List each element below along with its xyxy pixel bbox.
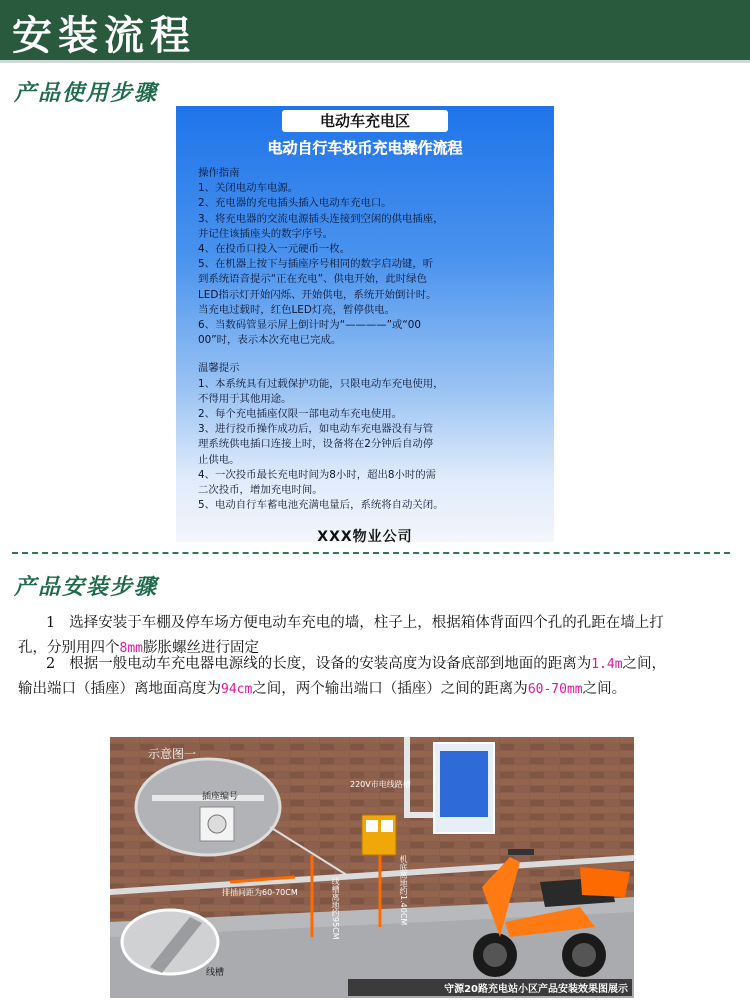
line-label: 220V市电线路槽 [350, 780, 411, 789]
step-text: 膨胀螺丝进行固定 [142, 640, 259, 656]
step-text: 根据一般电动车充电器电源线的长度，设备的安装高度为设备底部到地面的距离为 [69, 656, 592, 672]
guide-line: LED指示灯开始闪烁、开始供电，系统开始倒计时。 [198, 288, 437, 301]
tips-line: 5、电动自行车蓄电池充满电量后，系统将自动关闭。 [198, 499, 444, 512]
step-number: 1 [46, 615, 56, 631]
guide-line: 1、关闭电动车电源。 [198, 182, 299, 195]
poster-body [198, 166, 543, 513]
guide-title: 操作指南 [198, 167, 240, 179]
tips-line: 1、本系统具有过载保护功能，只限电动车充电使用， [198, 377, 444, 390]
tips-line: 2、每个充电插座仅限一部电动车充电使用。 [198, 408, 403, 421]
trunking-label: 线槽 [206, 968, 225, 978]
header-banner [0, 0, 750, 60]
socket-outlet [208, 815, 226, 833]
step-number: 2 [46, 656, 56, 672]
instruction-poster [176, 106, 554, 545]
poster-heading: 电动车充电区 [282, 110, 448, 132]
section-title-install: 产品安装步骤 [14, 574, 159, 600]
device-height-label: 机底离地约1.40CM [399, 855, 408, 926]
highlight-value: 94cm [221, 682, 253, 697]
step-text: 输出端口（插座）离地面高度为 [18, 681, 221, 697]
guide-line: 到系统语音提示“正在充电”、供电开始，此时绿色 [198, 273, 427, 286]
highlight-value: 1.4m [591, 657, 623, 672]
section-divider [12, 552, 730, 554]
socket-number-label: 插座编号 [202, 792, 239, 802]
poster-footer: XXX物业公司 [317, 529, 413, 545]
tips-line: 不得用于其他用途。 [198, 392, 292, 405]
highlight-value: 60-70mm [527, 682, 583, 697]
tips-line: 二次投币，增加充电时间。 [198, 484, 323, 497]
guide-line: 并记住该插座头的数字序号。 [198, 227, 334, 240]
tips-title: 温馨提示 [198, 362, 240, 375]
guide-line: 当充电过载时，红色LED灯亮，暂停供电。 [198, 303, 395, 316]
step-text: 之间， [622, 656, 667, 672]
guide-line: 6、当数码管显示屏上倒计时为“————”或“00 [198, 319, 422, 332]
tips-line: 4、一次投币最长充电时间为8小时，超出8小时的需 [198, 468, 437, 481]
step-text: 选择安装于车棚及停车场方便电动车充电的墙，柱子上，根据箱体背面四个孔的孔距在墙上打 [69, 615, 664, 631]
spacing-label: 排插间距为60-70CM [222, 888, 298, 897]
tips-line: 3、进行投币操作成功后，如电动车充电器没有与管 [198, 423, 434, 436]
guide-line: 5、在机器上按下与插座序号相同的数字启动键，听 [198, 258, 434, 271]
step-text: 之间。 [582, 681, 627, 697]
step-text: 之间，两个输出端口（插座）之间的距离为 [252, 681, 528, 697]
header-divider [0, 60, 750, 63]
poster-subtitle: 电动自行车投币充电操作流程 [267, 139, 463, 157]
highlight-value: 8mm [119, 641, 143, 656]
vertical-conduit [404, 737, 410, 815]
installation-illustration [110, 737, 634, 998]
guide-line: 2、充电器的充电插头插入电动车充电口。 [198, 197, 392, 210]
page-title: 安装流程 [12, 12, 196, 59]
step-text: 孔，分别用四个 [18, 640, 120, 656]
tips-line: 理系统供电插口连接上时，设备将在2分钟后自动停 [198, 438, 434, 451]
guide-line: 4、在投币口投入一元硬币一枚。 [198, 243, 351, 256]
install-step-2-text [18, 652, 738, 702]
trunk-height-label: 线槽离地约95CM [331, 877, 340, 940]
diagram-label: 示意图一 [148, 747, 197, 761]
tips-line: 止供电。 [198, 453, 240, 466]
device-panel [366, 820, 378, 832]
figure-caption: 守源20路充电站小区产品安装效果图展示 [348, 979, 632, 996]
guide-line: 3、将充电器的交流电源插头连接到空闲的供电插座， [198, 212, 444, 225]
guide-line: 00”时，表示本次充电已完成。 [198, 334, 342, 347]
illustration-svg [110, 737, 634, 998]
section-title-usage: 产品使用步骤 [14, 80, 159, 106]
device-panel [381, 820, 393, 832]
conduit-bend [404, 812, 434, 818]
